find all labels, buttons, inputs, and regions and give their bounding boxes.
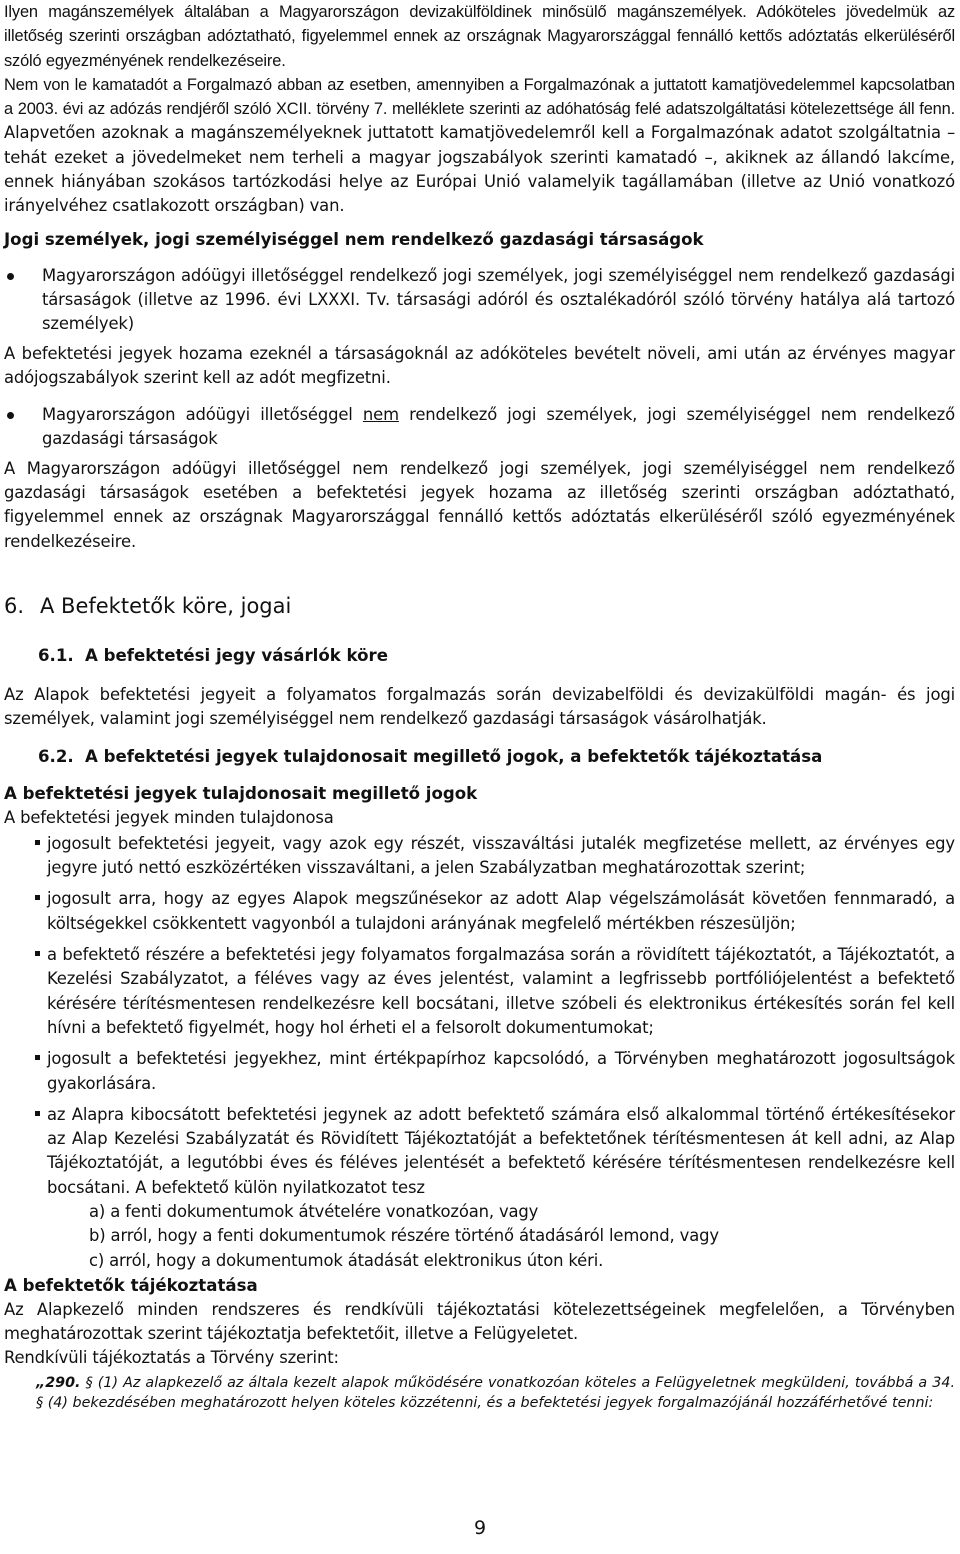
chapter-title: A Befektetők köre, jogai xyxy=(40,593,292,618)
paragraph-vasarlok: Az Alapok befektetési jegyeit a folyamatos forgalmazás során devizabelföldi és devizakülföldi magán- és jogi személyek, valamint jogi személyiséggel nem rendelkező gazdasági társaságok vásárolhatják. xyxy=(4,684,955,729)
bullet-list-2 xyxy=(4,403,955,452)
declaration-option-b: b) arról, hogy a fenti dokumentumok részére történő átadásáról lemond, vagy xyxy=(89,1226,719,1246)
chapter-number: 6. xyxy=(4,593,25,618)
rights-item: jogosult befektetési jegyeit, vagy azok egy részét, visszaváltási jutalék megfizetése mellett, az érvényes egy jegyre jutó nettó eszközértéken visszaváltani, a jelen Szabályzatban meghatározottak szerint; xyxy=(4,832,955,881)
section-number-6-2: 6.2. xyxy=(38,746,74,766)
section-heading-6-2 xyxy=(4,745,955,769)
declaration-option-a: a) a fenti dokumentumok átvételére vonatkozóan, vagy xyxy=(89,1201,539,1221)
page-number: 9 xyxy=(473,1517,487,1539)
law-quote xyxy=(4,1373,955,1414)
paragraph-rendszeres-tajekoztatas: Az Alapkezelő minden rendszeres és rendkívüli tájékoztatási kötelezettségeinek megfelelően, a Törvényben meghatározottak szerint tájékoztatja befektetőit, illetve a Felügyeletet. xyxy=(4,1299,955,1344)
paragraph-kamatado-part2: Alapvetően azoknak a magánszemélyeknek juttatott kamatjövedelemről kell a Forgalmazónak adatot szolgáltatnia – tehát ezeket a jövedelmeket nem terheli a magyar jogszabályok szerinti kamatadó –, akiknek az állandó lakcíme, ennek hiányában szokásos tartózkodási helye az Európai Unió valamelyik tagállamában (illetve az Unió vonatkozó irányelvéhez csatlakozott országban) van. xyxy=(4,123,955,216)
heading-jogi-szemelyek: Jogi személyek, jogi személyiséggel nem rendelkező gazdasági társaságok xyxy=(4,229,704,249)
paragraph-devizakulfoldi: Ilyen magánszemélyek általában a Magyarországon devizakülföldinek minősülő magánszemélyek. Adóköteles jövedelmük az illetőség szerinti országban adóztatható, figyelemmel ennek az országnak Magyarországgal fennálló kettős adóztatás elkerüléséről szóló egyezményének rendelkezéseire. xyxy=(4,3,955,70)
paragraph-rendkivuli-tajekoztatas: Rendkívüli tájékoztatás a Törvény szerint: xyxy=(4,1348,339,1368)
rights-item-documents xyxy=(4,1103,955,1273)
bullet-kulfoldi-jogi xyxy=(4,403,955,452)
law-quote-text: § (1) Az alapkezelő az általa kezelt alapok működésére vonatkozóan köteles a Felügyeletnek megküldeni, továbbá a 34. § (4) bekezdésében meghatározott helyen köteles közzétenni, és a befektetési jegyek forgalmazójánál hozzáférhetővé tenni: xyxy=(36,1374,955,1412)
paragraph-minden-tulajdonosa: A befektetési jegyek minden tulajdonosa xyxy=(4,807,334,827)
section-title-6-1: A befektetési jegy vásárlók köre xyxy=(85,645,388,665)
section-title-6-2: A befektetési jegyek tulajdonosait megillető jogok, a befektetők tájékoztatása xyxy=(85,746,823,766)
rights-item: jogosult arra, hogy az egyes Alapok megszűnésekor az adott Alap végelszámolását követően fennmaradó, a költségekkel csökkentett vagyonból a tulajdoni arányának megfelelő mértékben részesüljön; xyxy=(4,887,955,936)
rights-item: a befektető részére a befektetési jegy folyamatos forgalmazása során a rövidített tájékoztatót, a Tájékoztatót, a Kezelési Szabályzatot, a féléves vagy az éves jelentést, valamint a legfrissebb portfóliójelentést a befektető kérésére térítésmentesen rendelkezésre kell bocsátani, illetve szóbeli és elektronikus értékesítés során fel kell hívni a befektető figyelmét, hogy hol érheti el a felsorolt dokumentumokat; xyxy=(4,943,955,1040)
section-number-6-1: 6.1. xyxy=(38,645,74,665)
paragraph-hozam-kulfoldi: A Magyarországon adóügyi illetőséggel nem rendelkező jogi személyek, jogi személyiséggel nem rendelkező gazdasági társaságok esetében a befektetési jegyek hozama az illetőség szerinti országban adóztatható, figyelemmel ennek az országnak Magyarországgal fennálló kettős adóztatás elkerüléséről szóló egyezményének rendelkezéseire. xyxy=(4,458,955,551)
rights-list xyxy=(4,832,955,1273)
rights-item-documents-text: az Alapra kibocsátott befektetési jegynek az adott befektető számára első alkalommal történő értékesítésekor az Alap Kezelési Szabályzatát és Rövidített Tájékoztatóját a befektetőnek térítésmentesen át kell adni, az Alap Tájékoztatóját, a legutóbbi éves és féléves jelentését a befektető kérésére térítésmentesen rendelkezésre kell bocsátani. A befektető külön nyilatkozatot tesz xyxy=(47,1104,955,1197)
declaration-options xyxy=(4,1200,955,1273)
heading-jogok: A befektetési jegyek tulajdonosait megillető jogok xyxy=(4,783,478,803)
paragraph-kamatado-part1: Nem von le kamatadót a Forgalmazó abban az esetben, amennyiben a Forgalmazónak a juttatott kamatjövedelemmel kapcsolatban a 2003. évi az adózás rendjéről szóló XCII. törvény 7. melléklete szerinti az adóhatóság felé adatszolgáltatási kötelezettsége áll fenn. xyxy=(4,75,955,119)
paragraph-kamatado xyxy=(4,73,955,219)
bullet-kulfoldi-part1: Magyarországon adóügyi illetőséggel xyxy=(42,405,363,425)
chapter-heading-6 xyxy=(4,592,955,620)
bullet-kulfoldi-part2: rendelkező jogi személyek, jogi személyiséggel nem rendelkező gazdasági társaságok xyxy=(42,405,955,449)
bullet-list-1 xyxy=(4,264,955,337)
section-heading-6-1 xyxy=(4,644,955,668)
heading-tajekoztatas: A befektetők tájékoztatása xyxy=(4,1275,258,1295)
rights-item: jogosult a befektetési jegyekhez, mint értékpapírhoz kapcsolódó, a Törvényben meghatározott jogosultságok gyakorlására. xyxy=(4,1047,955,1096)
paragraph-hozam-belfoldi: A befektetési jegyek hozama ezeknél a társaságoknál az adóköteles bevételt növeli, ami után az érvényes magyar adójogszabályok szerint kell az adót megfizetni. xyxy=(4,343,955,387)
bullet-belfoldi-jogi: Magyarországon adóügyi illetőséggel rendelkező jogi személyek, jogi személyiséggel nem rendelkező gazdasági társaságok (illetve az 1996. évi LXXXI. Tv. társasági adóról és osztalékadóról szóló törvény hatálya alá tartozó személyek) xyxy=(4,264,955,337)
declaration-option-c: c) arról, hogy a dokumentumok átadását elektronikus úton kéri. xyxy=(89,1250,604,1270)
law-quote-number: „290. xyxy=(36,1374,81,1391)
bullet-kulfoldi-underlined: nem xyxy=(362,405,399,425)
